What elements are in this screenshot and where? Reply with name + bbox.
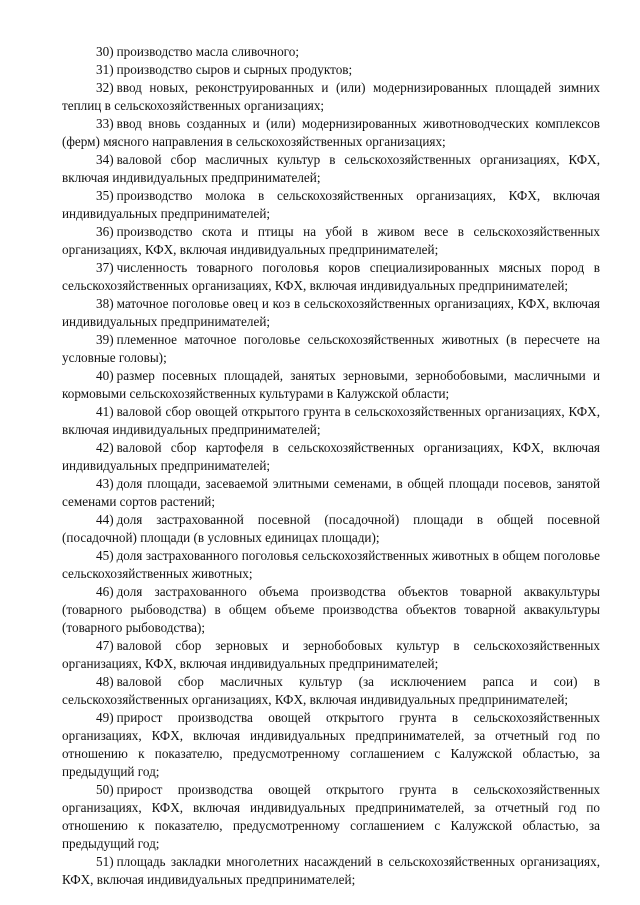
item-number: 31)	[96, 62, 114, 77]
list-item	[62, 61, 600, 79]
item-text: племенное маточное поголовье сельскохозяйственных животных (в пересчете на условные головы);	[62, 332, 600, 365]
item-number: 35)	[96, 188, 114, 203]
item-text: производство сыров и сырных продуктов;	[116, 62, 353, 77]
document-page	[62, 43, 600, 889]
item-text: производство масла сливочного;	[116, 44, 300, 59]
list-item	[62, 43, 600, 61]
item-number: 37)	[96, 260, 114, 275]
item-number: 42)	[96, 440, 114, 455]
item-text: численность товарного поголовья коров специализированных мясных пород в сельскохозяйственных организациях, КФХ, включая индивидуальных предпринимателей;	[62, 260, 600, 293]
item-number: 49)	[96, 710, 114, 725]
list-item	[62, 403, 600, 439]
item-text: размер посевных площадей, занятых зерновыми, зернобобовыми, масличными и кормовыми сельскохозяйственных культурами в Калужской области;	[62, 368, 600, 401]
item-text: прирост производства овощей открытого грунта в сельскохозяйственных организациях, КФХ, включая индивидуальных предпринимателей, за отчетный год по отношению к показателю, предусмотренному соглашением с Калужской областью, за предыдущий год;	[62, 782, 600, 851]
list-item	[62, 331, 600, 367]
list-item	[62, 151, 600, 187]
item-text: производство молока в сельскохозяйственных организациях, КФХ, включая индивидуальных предпринимателей;	[62, 188, 600, 221]
list-item	[62, 367, 600, 403]
item-number: 38)	[96, 296, 114, 311]
item-number: 48)	[96, 674, 114, 689]
item-number: 40)	[96, 368, 114, 383]
item-number: 51)	[96, 854, 114, 869]
item-number: 32)	[96, 80, 114, 95]
item-number: 43)	[96, 476, 114, 491]
item-text: площадь закладки многолетних насаждений в сельскохозяйственных организациях, КФХ, включая индивидуальных предпринимателей;	[62, 854, 600, 887]
item-number: 44)	[96, 512, 114, 527]
indicator-list	[62, 43, 600, 889]
list-item	[62, 781, 600, 853]
item-text: производство скота и птицы на убой в живом весе в сельскохозяйственных организациях, КФХ, включая индивидуальных предпринимателей;	[62, 224, 600, 257]
item-number: 36)	[96, 224, 114, 239]
list-item	[62, 259, 600, 295]
list-item	[62, 511, 600, 547]
list-item	[62, 223, 600, 259]
item-text: валовой сбор масличных культур в сельскохозяйственных организациях, КФХ, включая индивидуальных предпринимателей;	[62, 152, 600, 185]
list-item	[62, 79, 600, 115]
list-item	[62, 637, 600, 673]
item-text: ввод новых, реконструированных и (или) модернизированных площадей зимних теплиц в сельскохозяйственных организациях;	[62, 80, 600, 113]
item-number: 47)	[96, 638, 114, 653]
list-item	[62, 475, 600, 511]
list-item	[62, 709, 600, 781]
item-number: 45)	[96, 548, 114, 563]
item-text: маточное поголовье овец и коз в сельскохозяйственных организациях, КФХ, включая индивидуальных предпринимателей;	[62, 296, 600, 329]
item-text: валовой сбор овощей открытого грунта в сельскохозяйственных организациях, КФХ, включая индивидуальных предпринимателей;	[62, 404, 600, 437]
list-item	[62, 295, 600, 331]
list-item	[62, 547, 600, 583]
item-text: доля застрахованного объема производства объектов товарной аквакультуры (товарного рыбоводства) в общем объеме производства объектов товарной аквакультуры (товарного рыбоводства);	[62, 584, 600, 635]
item-number: 34)	[96, 152, 114, 167]
item-text: доля площади, засеваемой элитными семенами, в общей площади посевов, занятой семенами сортов растений;	[62, 476, 600, 509]
item-text: валовой сбор картофеля в сельскохозяйственных организациях, КФХ, включая индивидуальных предпринимателей;	[62, 440, 600, 473]
item-text: доля застрахованной посевной (посадочной) площади в общей посевной (посадочной) площади (в условных единицах площади);	[62, 512, 600, 545]
item-number: 41)	[96, 404, 114, 419]
list-item	[62, 439, 600, 475]
list-item	[62, 187, 600, 223]
list-item	[62, 583, 600, 637]
item-number: 30)	[96, 44, 114, 59]
item-number: 46)	[96, 584, 114, 599]
item-number: 50)	[96, 782, 114, 797]
item-number: 39)	[96, 332, 114, 347]
item-text: ввод вновь созданных и (или) модернизированных животноводческих комплексов (ферм) мясного направления в сельскохозяйственных организациях;	[62, 116, 600, 149]
list-item	[62, 115, 600, 151]
item-text: валовой сбор зерновых и зернобобовых культур в сельскохозяйственных организациях, КФХ, включая индивидуальных предпринимателей;	[62, 638, 600, 671]
list-item	[62, 853, 600, 889]
item-text: прирост производства овощей открытого грунта в сельскохозяйственных организациях, КФХ, включая индивидуальных предпринимателей, за отчетный год по отношению к показателю, предусмотренному соглашением с Калужской областью, за предыдущий год;	[62, 710, 600, 779]
item-text: доля застрахованного поголовья сельскохозяйственных животных в общем поголовье сельскохозяйственных животных;	[62, 548, 600, 581]
item-text: валовой сбор масличных культур (за исключением рапса и сои) в сельскохозяйственных организациях, КФХ, включая индивидуальных предпринимателей;	[62, 674, 600, 707]
list-item	[62, 673, 600, 709]
item-number: 33)	[96, 116, 114, 131]
